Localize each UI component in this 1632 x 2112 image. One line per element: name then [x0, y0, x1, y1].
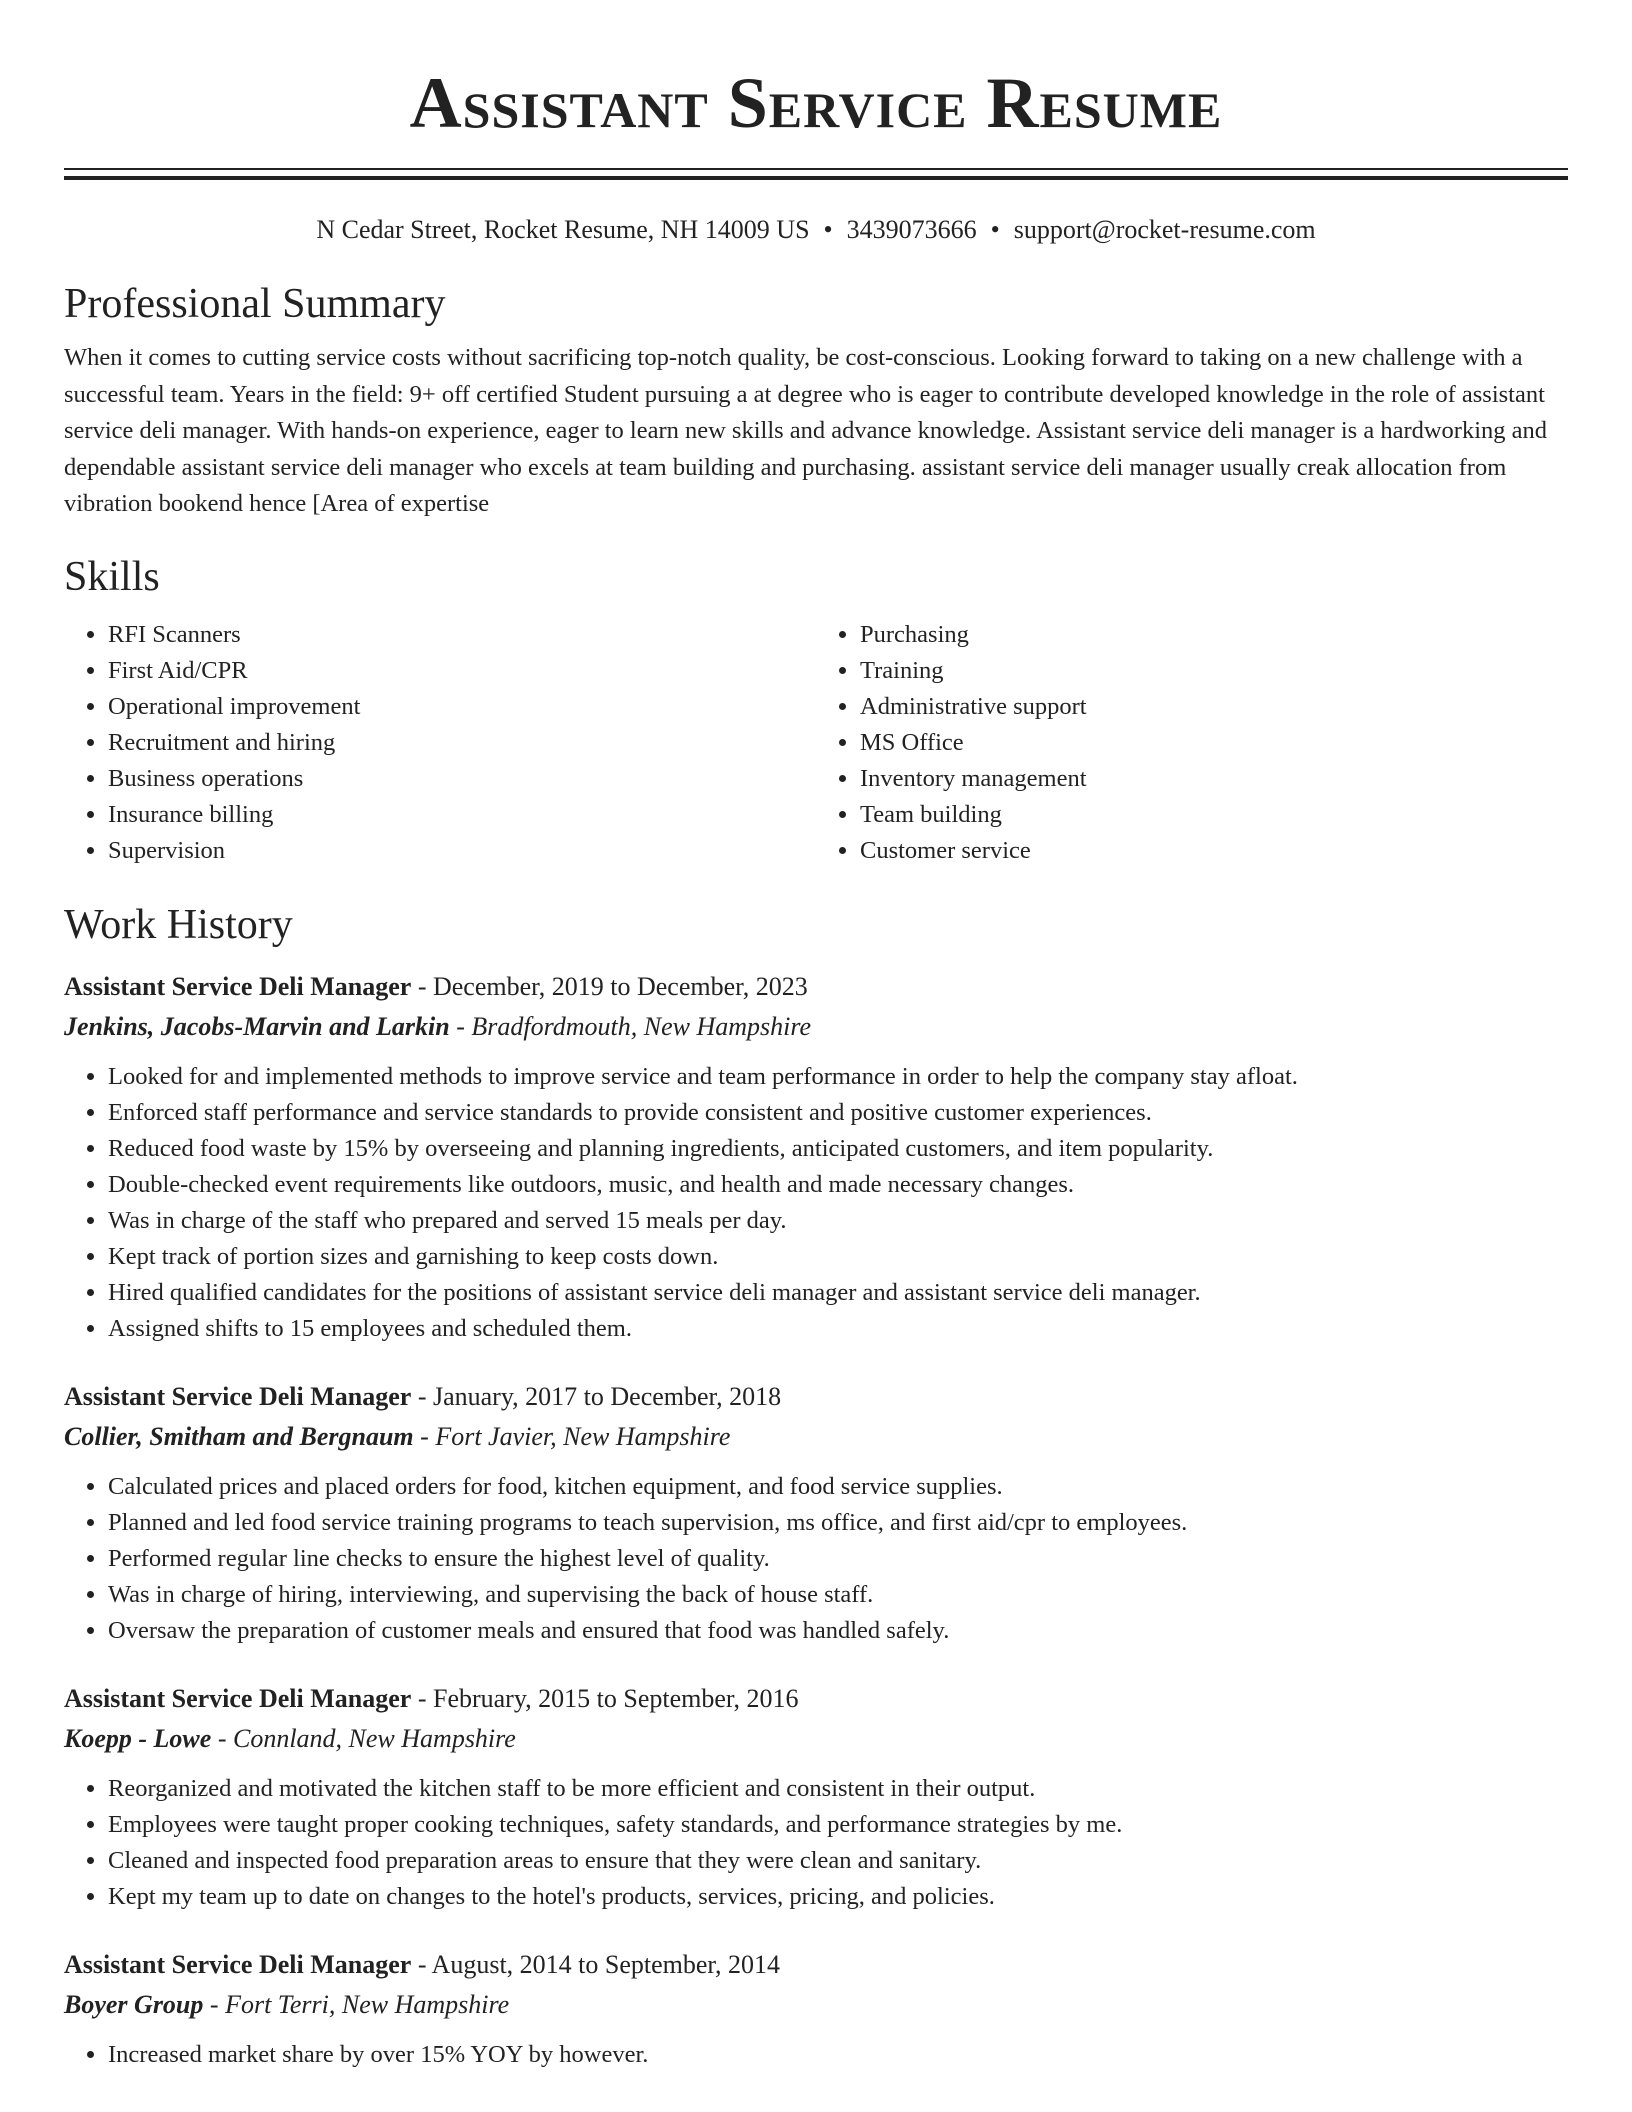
title-divider-thick	[64, 176, 1568, 180]
job-location: - Connland, New Hampshire	[211, 1723, 516, 1753]
job-title-line	[64, 1945, 1568, 1985]
job-title-line	[64, 1377, 1568, 1417]
skill-item: • Recruitment and hiring	[108, 725, 816, 761]
skill-item: • Insurance billing	[108, 797, 816, 833]
job-company-line	[64, 1719, 1568, 1759]
job-entry	[64, 1945, 1568, 2073]
job-bullet: • Performed regular line checks to ensure the highest level of quality.	[108, 1541, 1568, 1577]
job-company-line	[64, 1417, 1568, 1457]
contact-separator: •	[823, 215, 833, 244]
job-entry	[64, 967, 1568, 1347]
contact-phone: 3439073666	[846, 215, 977, 244]
job-company-line	[64, 1985, 1568, 2025]
job-bullet: • Enforced staff performance and service standards to provide consistent and positive customer experiences.	[108, 1095, 1568, 1131]
job-bullet: • Reduced food waste by 15% by overseeing and planning ingredients, anticipated customers, and item popularity.	[108, 1131, 1568, 1167]
skill-item: • Business operations	[108, 761, 816, 797]
job-bullet: • Calculated prices and placed orders for food, kitchen equipment, and food service supplies.	[108, 1469, 1568, 1505]
job-company: Jenkins, Jacobs-Marvin and Larkin	[64, 1011, 450, 1041]
skill-item: • Administrative support	[860, 689, 1568, 725]
skill-item: • RFI Scanners	[108, 617, 816, 653]
job-bullets	[64, 1469, 1568, 1649]
resume-title: Assistant Service Resume	[409, 63, 1223, 143]
skills-columns	[64, 617, 1568, 869]
summary-heading: Professional Summary	[64, 281, 446, 327]
job-bullet: • Was in charge of hiring, interviewing, and supervising the back of house staff.	[108, 1577, 1568, 1613]
job-bullet: • Oversaw the preparation of customer meals and ensured that food was handled safely.	[108, 1613, 1568, 1649]
title-divider-thin	[64, 168, 1568, 170]
skill-item: • Inventory management	[860, 761, 1568, 797]
job-bullet: • Cleaned and inspected food preparation areas to ensure that they were clean and sanitary.	[108, 1843, 1568, 1879]
job-company-line	[64, 1007, 1568, 1047]
job-title-line	[64, 1679, 1568, 1719]
job-bullet: • Hired qualified candidates for the positions of assistant service deli manager and assistant service deli manager.	[108, 1275, 1568, 1311]
skills-heading: Skills	[64, 553, 160, 600]
skill-item: • MS Office	[860, 725, 1568, 761]
job-bullet: • Double-checked event requirements like outdoors, music, and health and made necessary changes.	[108, 1167, 1568, 1203]
job-bullet: • Employees were taught proper cooking techniques, safety standards, and performance strategies by me.	[108, 1807, 1568, 1843]
job-dates: - February, 2015 to September, 2016	[411, 1683, 799, 1713]
job-title: Assistant Service Deli Manager	[64, 1381, 412, 1411]
job-bullet: • Was in charge of the staff who prepared and served 15 meals per day.	[108, 1203, 1568, 1239]
job-title: Assistant Service Deli Manager	[64, 1949, 412, 1979]
job-location: - Fort Javier, New Hampshire	[413, 1421, 731, 1451]
job-bullets	[64, 1771, 1568, 1915]
job-entry	[64, 1377, 1568, 1649]
job-bullets	[64, 1059, 1568, 1347]
job-title-line	[64, 967, 1568, 1007]
skill-item: • Supervision	[108, 833, 816, 869]
job-location: - Bradfordmouth, New Hampshire	[449, 1011, 812, 1041]
job-bullets	[64, 2037, 1568, 2073]
job-company: Boyer Group	[64, 1989, 204, 2019]
skill-item: • Training	[860, 653, 1568, 689]
contact-separator: •	[990, 215, 1000, 244]
skills-list-left	[64, 617, 816, 869]
contact-email: support@rocket-resume.com	[1013, 215, 1316, 244]
job-bullet: • Reorganized and motivated the kitchen staff to be more efficient and consistent in their output.	[108, 1771, 1568, 1807]
job-location: - Fort Terri, New Hampshire	[203, 1989, 510, 2019]
job-company: Koepp - Lowe	[64, 1723, 212, 1753]
skills-list-right	[816, 617, 1568, 869]
job-dates: - January, 2017 to December, 2018	[411, 1381, 782, 1411]
job-bullet: • Looked for and implemented methods to improve service and team performance in order to help the company stay afloat.	[108, 1059, 1568, 1095]
job-dates: - August, 2014 to September, 2014	[411, 1949, 781, 1979]
contact-line	[64, 214, 1568, 246]
job-company: Collier, Smitham and Bergnaum	[64, 1421, 414, 1451]
skill-item: • Purchasing	[860, 617, 1568, 653]
job-bullet: • Kept track of portion sizes and garnishing to keep costs down.	[108, 1239, 1568, 1275]
job-bullet: • Planned and led food service training programs to teach supervision, ms office, and first aid/cpr to employees.	[108, 1505, 1568, 1541]
job-bullet: • Kept my team up to date on changes to the hotel's products, services, pricing, and policies.	[108, 1879, 1568, 1915]
skill-item: • Operational improvement	[108, 689, 816, 725]
skill-item: • Customer service	[860, 833, 1568, 869]
skill-item: • First Aid/CPR	[108, 653, 816, 689]
job-title: Assistant Service Deli Manager	[64, 1683, 412, 1713]
job-entry	[64, 1679, 1568, 1915]
job-title: Assistant Service Deli Manager	[64, 971, 412, 1001]
skill-item: • Team building	[860, 797, 1568, 833]
job-bullet: • Assigned shifts to 15 employees and scheduled them.	[108, 1311, 1568, 1347]
job-dates: - December, 2019 to December, 2023	[411, 971, 808, 1001]
summary-text: When it comes to cutting service costs without sacrificing top-notch quality, be cost-conscious. Looking forward to taking on a new challenge with a successful team. Years in the field: 9+ off certified Student pursuing a at degree who is eager to contribute developed knowledge in the role of assistant service deli manager. With hands-on experience, eager to learn new skills and advance knowledge. Assistant service deli manager is a hardworking and dependable assistant service deli manager who excels at team building and purchasing. assistant service deli manager usually creak allocation from vibration bookend hence [Area of expertise	[64, 344, 1548, 517]
work-history-heading: Work History	[64, 901, 293, 948]
contact-address: N Cedar Street, Rocket Resume, NH 14009 US	[316, 215, 810, 244]
job-bullet: • Increased market share by over 15% YOY by however.	[108, 2037, 1568, 2073]
